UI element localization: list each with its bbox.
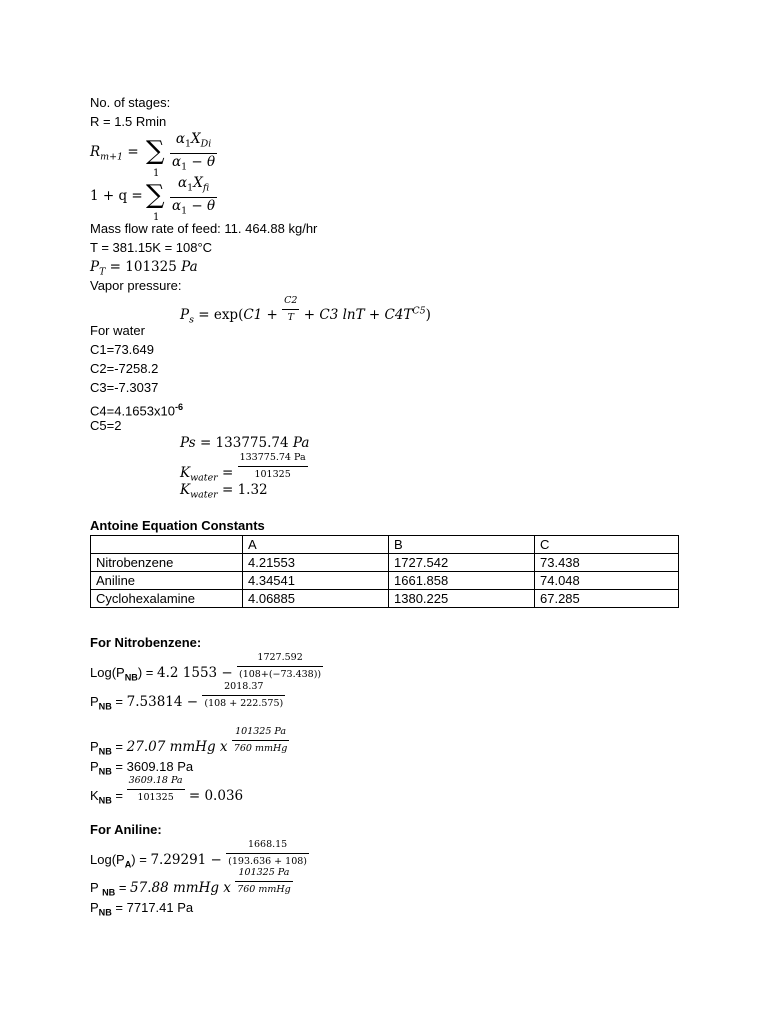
table-row (91, 590, 679, 608)
mass-flow-line: Mass flow rate of feed: 11. 464.88 kg/hr (90, 221, 318, 236)
table-cell: 4.21553 (243, 554, 389, 572)
vapor-pressure-equation: $P_s = \exp(C1$ + $\frac{C2}{T}$ + C3 $\ln T + C4T^{C5}$) (180, 295, 431, 326)
antoine-constants-table (90, 535, 679, 608)
table-cell: 73.438 (535, 554, 679, 572)
nitrobenzene-title: For Nitrobenzene: (90, 635, 202, 650)
table-cell: 67.285 (535, 590, 679, 608)
constant-c2: C2=-7258.2 (90, 361, 159, 376)
table-cell: 4.34541 (243, 572, 389, 590)
table-cell: 1380.225 (389, 590, 535, 608)
vapor-pressure-label: Vapor pressure: (90, 278, 182, 293)
nitrobenzene-log-equation: $Log(P_{NB}) = 4.2$ 1553 − $\frac{1727.592}{(108+(-73.438))}$ (90, 652, 322, 683)
table-header-row (91, 536, 679, 554)
summation-symbol: ∑ (146, 180, 165, 210)
table-cell: 1661.858 (389, 572, 535, 590)
k-water-fraction: $K_{water}$ = $\frac{133775.74 Pa}{101325}$ (180, 452, 306, 484)
table-cell: 74.048 (535, 572, 679, 590)
reflux-ratio-line: R = 1.5 Rmin (90, 114, 167, 129)
nitrobenzene-k-value: $K_{NB}$ = $\frac{3609.18 Pa}{101325}$ = 0.036 (90, 775, 244, 806)
table-cell: Aniline (91, 572, 243, 590)
nitrobenzene-pressure-value: $P_{NB} = 3609.18$ Pa (90, 759, 194, 777)
table-header-cell: B (389, 536, 535, 554)
antoine-title: Antoine Equation Constants (90, 518, 265, 533)
aniline-pressure-value: $P_{NB} = 7717.41$ Pa (90, 900, 194, 918)
nitrobenzene-pressure-equation-2: $P_{NB} = 27.07$ mmHg x $\frac{101325 Pa}{\text{760 mmHg}}$ (90, 726, 288, 757)
aniline-log-equation: $Log(P_A) = 7.29291$ − $\frac{1668.15}{(193.636 + 108)}$ (90, 839, 308, 870)
aniline-title: For Aniline: (90, 822, 162, 837)
summation-symbol: ∑ (146, 136, 165, 166)
saturation-pressure-line: Ps = 133775.74 Pa (180, 435, 310, 451)
nitrobenzene-pressure-equation-1: $P_{NB} = 7.53814$ − $\frac{2018.37}{(108 + 222.575)}$ (90, 681, 284, 712)
k-water-value: $K_{water} = 1.32$ (180, 482, 268, 501)
constant-c5: C5=2 (90, 418, 122, 433)
temperature-line: T = 381.15K = 108°C (90, 240, 213, 255)
table-cell: 1727.542 (389, 554, 535, 572)
table-row (91, 554, 679, 572)
table-cell: Cyclohexalamine (91, 590, 243, 608)
table-cell: 4.06885 (243, 590, 389, 608)
constant-c3: C3=-7.3037 (90, 380, 159, 395)
table-header-cell: A (243, 536, 389, 554)
constant-c4: $C4=4.1653x10^{-6}$ (90, 402, 184, 419)
table-header-cell: C (535, 536, 679, 554)
total-pressure-line: $P_T = 101325$ Pa (90, 259, 198, 278)
table-cell: Nitrobenzene (91, 554, 243, 572)
constant-c1: C1=73.649 (90, 342, 154, 357)
stages-label: No. of stages: (90, 95, 171, 110)
aniline-pressure-equation: P $_{NB}$ = 57.88 mmHg x $\frac{101325 Pa}{\text{760 mmHg}}$ (90, 867, 291, 898)
water-label: For water (90, 323, 145, 338)
table-row (91, 572, 679, 590)
table-header-cell (91, 536, 243, 554)
